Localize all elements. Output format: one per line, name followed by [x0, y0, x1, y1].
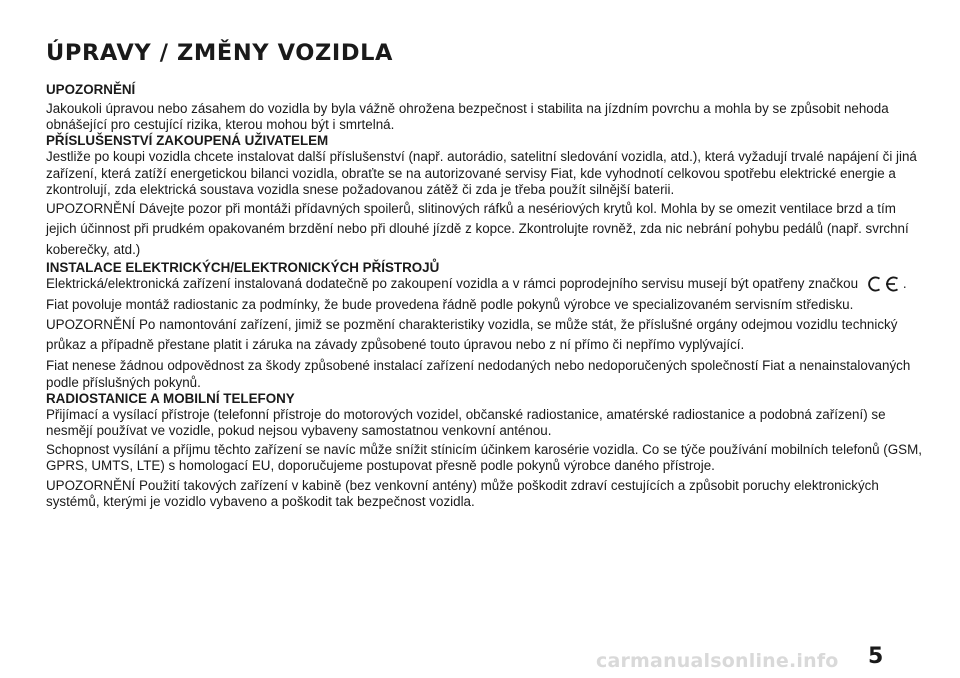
electrical-paragraph-1-text: Elektrická/elektronická zařízení instalovaná dodatečně po zakoupení vozidla a v rámci poprodejního servisu musejí být opatřeny značkou [46, 276, 859, 292]
electrical-paragraph-3: UPOZORNĚNÍ Po namontování zařízení, jimiž se pozmění charakteristiky vozidla, se může stát, že příslušné orgány odejmou vozidlu technický průkaz a případně přestane platit i záruka na závady způsobené touto úpravou nebo z ní přímo či nepřímo vyplývající. [46, 316, 898, 353]
electrical-paragraph-4: Fiat nenese žádnou odpovědnost za škody způsobené instalací zařízení nedodaných nebo nedoporučených společností Fiat a nenainstalovaných podle příslušných pokynů. [46, 358, 911, 390]
radio-paragraph-2: Schopnost vysílání a příjmu těchto zařízení se navíc může snížit stínicím účinkem karosérie vozidla. Co se týče používání mobilních telefonů (GSM, GPRS, UMTS, LTE) s homologací EU, doporučujeme postupovat přesně podle pokynů výrobce daného přístroje. [46, 442, 922, 474]
page-number: 5 [868, 644, 884, 669]
electrical-paragraph-2: Fiat povoluje montáž radiostanic za podmínky, že bude provedena řádně podle pokynů výrobce ve specializovaném servisním středisku. [46, 297, 854, 313]
radio-heading: RADIOSTANICE A MOBILNÍ TELEFONY [46, 390, 295, 406]
watermark: carmanualsonline.info [596, 650, 839, 672]
warning-heading: UPOZORNĚNÍ [46, 82, 136, 97]
accessories-heading: PŘÍSLUŠENSTVÍ ZAKOUPENÁ UŽIVATELEM [46, 133, 329, 149]
electrical-paragraph-1 [46, 276, 926, 296]
electrical-heading: INSTALACE ELEKTRICKÝCH/ELEKTRONICKÝCH PŘÍSTROJŮ [46, 260, 440, 276]
ce-mark-icon [864, 276, 902, 296]
radio-paragraph-3: UPOZORNĚNÍ Použití takových zařízení v kabině (bez venkovní antény) může poškodit zdraví cestujících a způsobit poruchy elektronických systémů, kterými je vozidlo vybaveno a poškodit tak bezpečnost vozidla. [46, 477, 879, 509]
accessories-paragraph-1: Jestliže po koupi vozidla chcete instalovat další příslušenství (např. autorádio, satelitní sledování vozidla, atd.), která vyžadují trvalé napájení či jiná zařízení, která zatíží energetickou bilanci vozidla, obraťte se na autorizované servisy Fiat, kde vyhodnotí celkovou spotřebu elektrické energie a zkontrolují, zda elektrická soustava vozidla snese požadovanou zátěž či zda je třeba použít silnější baterii. [46, 149, 917, 197]
page-content [46, 82, 926, 510]
page-title: ÚPRAVY / ZMĚNY VOZIDLA [46, 40, 394, 66]
electrical-paragraph-1-end: . [902, 276, 907, 292]
accessories-paragraph-2: UPOZORNĚNÍ Dávejte pozor při montáži přídavných spoilerů, slitinových ráfků a nesériových krytů kol. Mohla by se omezit ventilace brzd a tím jejich účinnost při prudkém opakovaném brzdění nebo při dlouhé jízdě z kopce. Zkontrolujte rovněž, zda nic nebrání pohybu pedálů (např. svrchní koberečky, atd.) [46, 201, 909, 257]
warning-text: Jakoukoli úpravou nebo zásahem do vozidla by byla vážně ohrožena bezpečnost i stabilita na jízdním povrchu a mohla by se způsobit nehoda obnášející pro cestující rizika, kterou mohou být i smrtelná. [46, 101, 889, 133]
radio-paragraph-1: Přijímací a vysílací přístroje (telefonní přístroje do motorových vozidel, občanské radiostanice, amatérské radiostanice a podobná zařízení) se nesmějí používat ve vozidle, pokud nejsou vybaveny samostatnou venkovní anténou. [46, 406, 886, 439]
